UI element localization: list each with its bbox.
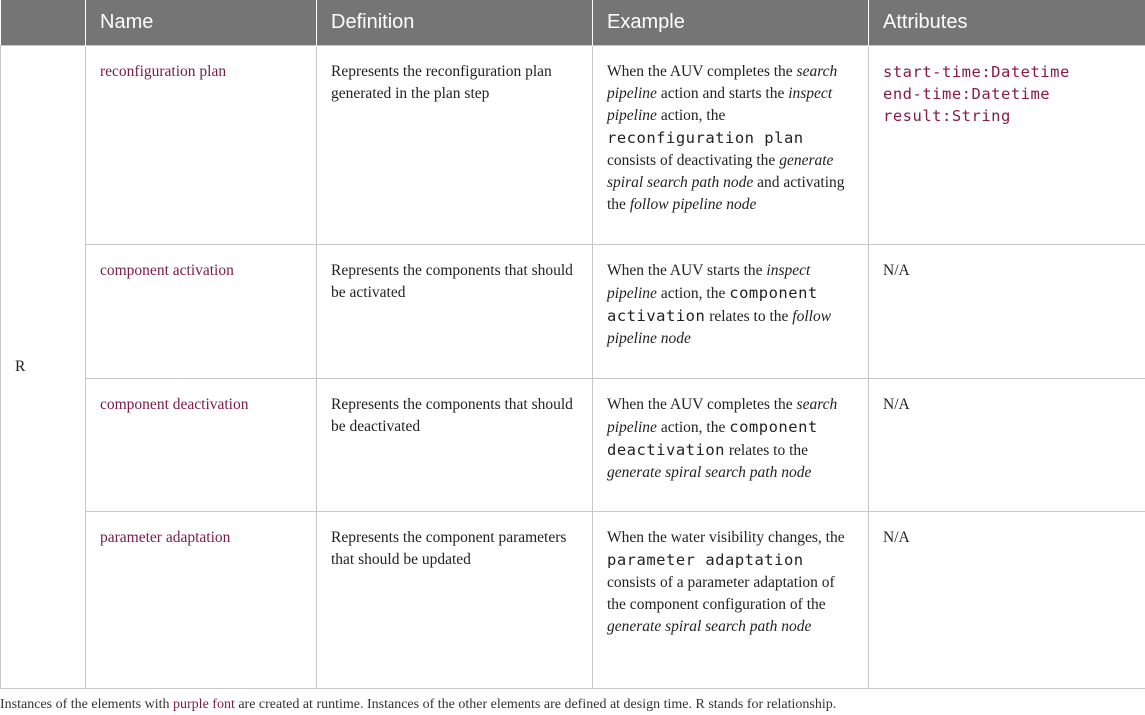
group-label-cell: R	[1, 45, 86, 688]
example-text: action, the	[656, 106, 726, 124]
example-text: and activating the	[607, 173, 845, 213]
definition-cell: Represents the reconfiguration plan generated in the plan step	[317, 45, 593, 244]
example-code-term: component activation	[607, 283, 818, 325]
example-italic-term: inspect pipeline	[607, 261, 811, 302]
example-code-term: reconfiguration plan	[607, 128, 804, 147]
table-row	[1, 378, 1145, 511]
example-cell	[593, 45, 869, 244]
example-italic-term: follow pipeline node	[629, 195, 757, 213]
definition-cell: Represents the components that should be deactivated	[317, 378, 593, 511]
column-header-definition: Definition	[317, 0, 593, 45]
attributes-cell: N/A	[869, 378, 1145, 511]
example-text: action, the	[656, 284, 730, 302]
example-italic-term: generate spiral search path node	[607, 463, 812, 481]
column-header-example: Example	[593, 0, 869, 45]
attributes-cell	[869, 45, 1145, 244]
attribute-result: result:String	[883, 106, 1011, 125]
example-text: relates to the	[724, 441, 809, 459]
footnote-highlight: purple font	[173, 697, 235, 712]
table-row	[1, 511, 1145, 688]
example-text: When the AUV completes the	[607, 62, 797, 80]
example-text: When the AUV completes the	[607, 395, 797, 413]
footnote-text-before: Instances of the elements with	[0, 697, 174, 712]
example-italic-term: generate spiral search path node	[607, 151, 834, 191]
definition-cell: Represents the components that should be activated	[317, 244, 593, 378]
example-italic-term: follow pipeline node	[607, 307, 832, 347]
example-code-term: component deactivation	[607, 417, 818, 459]
example-text: When the water visibility changes, the	[607, 528, 845, 546]
table-row	[1, 45, 1145, 244]
column-header-name: Name	[86, 0, 317, 45]
name-cell: parameter adaptation	[86, 511, 317, 688]
name-cell: component activation	[86, 244, 317, 378]
example-text: relates to the	[705, 307, 793, 325]
example-cell	[593, 378, 869, 511]
example-code-term: parameter adaptation	[607, 550, 804, 569]
example-text: action, the	[656, 418, 730, 436]
attributes-cell: N/A	[869, 244, 1145, 378]
column-header-group	[1, 0, 86, 45]
example-italic-term: search pipeline	[607, 395, 838, 436]
example-text: When the AUV starts the	[607, 261, 767, 279]
attributes-cell: N/A	[869, 511, 1145, 688]
example-cell	[593, 511, 869, 688]
footnote-text-after: are created at runtime. Instances of the other elements are defined at design time. R stands for relationship.	[234, 697, 837, 712]
example-text: action and starts the	[656, 84, 789, 102]
definition-cell: Represents the component parameters that should be updated	[317, 511, 593, 688]
example-text: consists of a parameter adaptation of the component configuration of the	[607, 573, 835, 613]
column-header-attributes: Attributes	[869, 0, 1145, 45]
attribute-end-time: end-time:Datetime	[883, 84, 1051, 103]
example-cell	[593, 244, 869, 378]
example-italic-term: inspect pipeline	[607, 84, 833, 124]
example-text: consists of deactivating the	[607, 151, 780, 169]
table-header-row	[1, 0, 1145, 45]
table-row	[1, 244, 1145, 378]
table-footnote	[0, 697, 836, 713]
example-italic-term: generate spiral search path node	[607, 617, 812, 635]
name-cell: reconfiguration plan	[86, 45, 317, 244]
attribute-start-time: start-time:Datetime	[883, 62, 1070, 81]
name-cell: component deactivation	[86, 378, 317, 511]
example-italic-term: search pipeline	[607, 62, 838, 102]
